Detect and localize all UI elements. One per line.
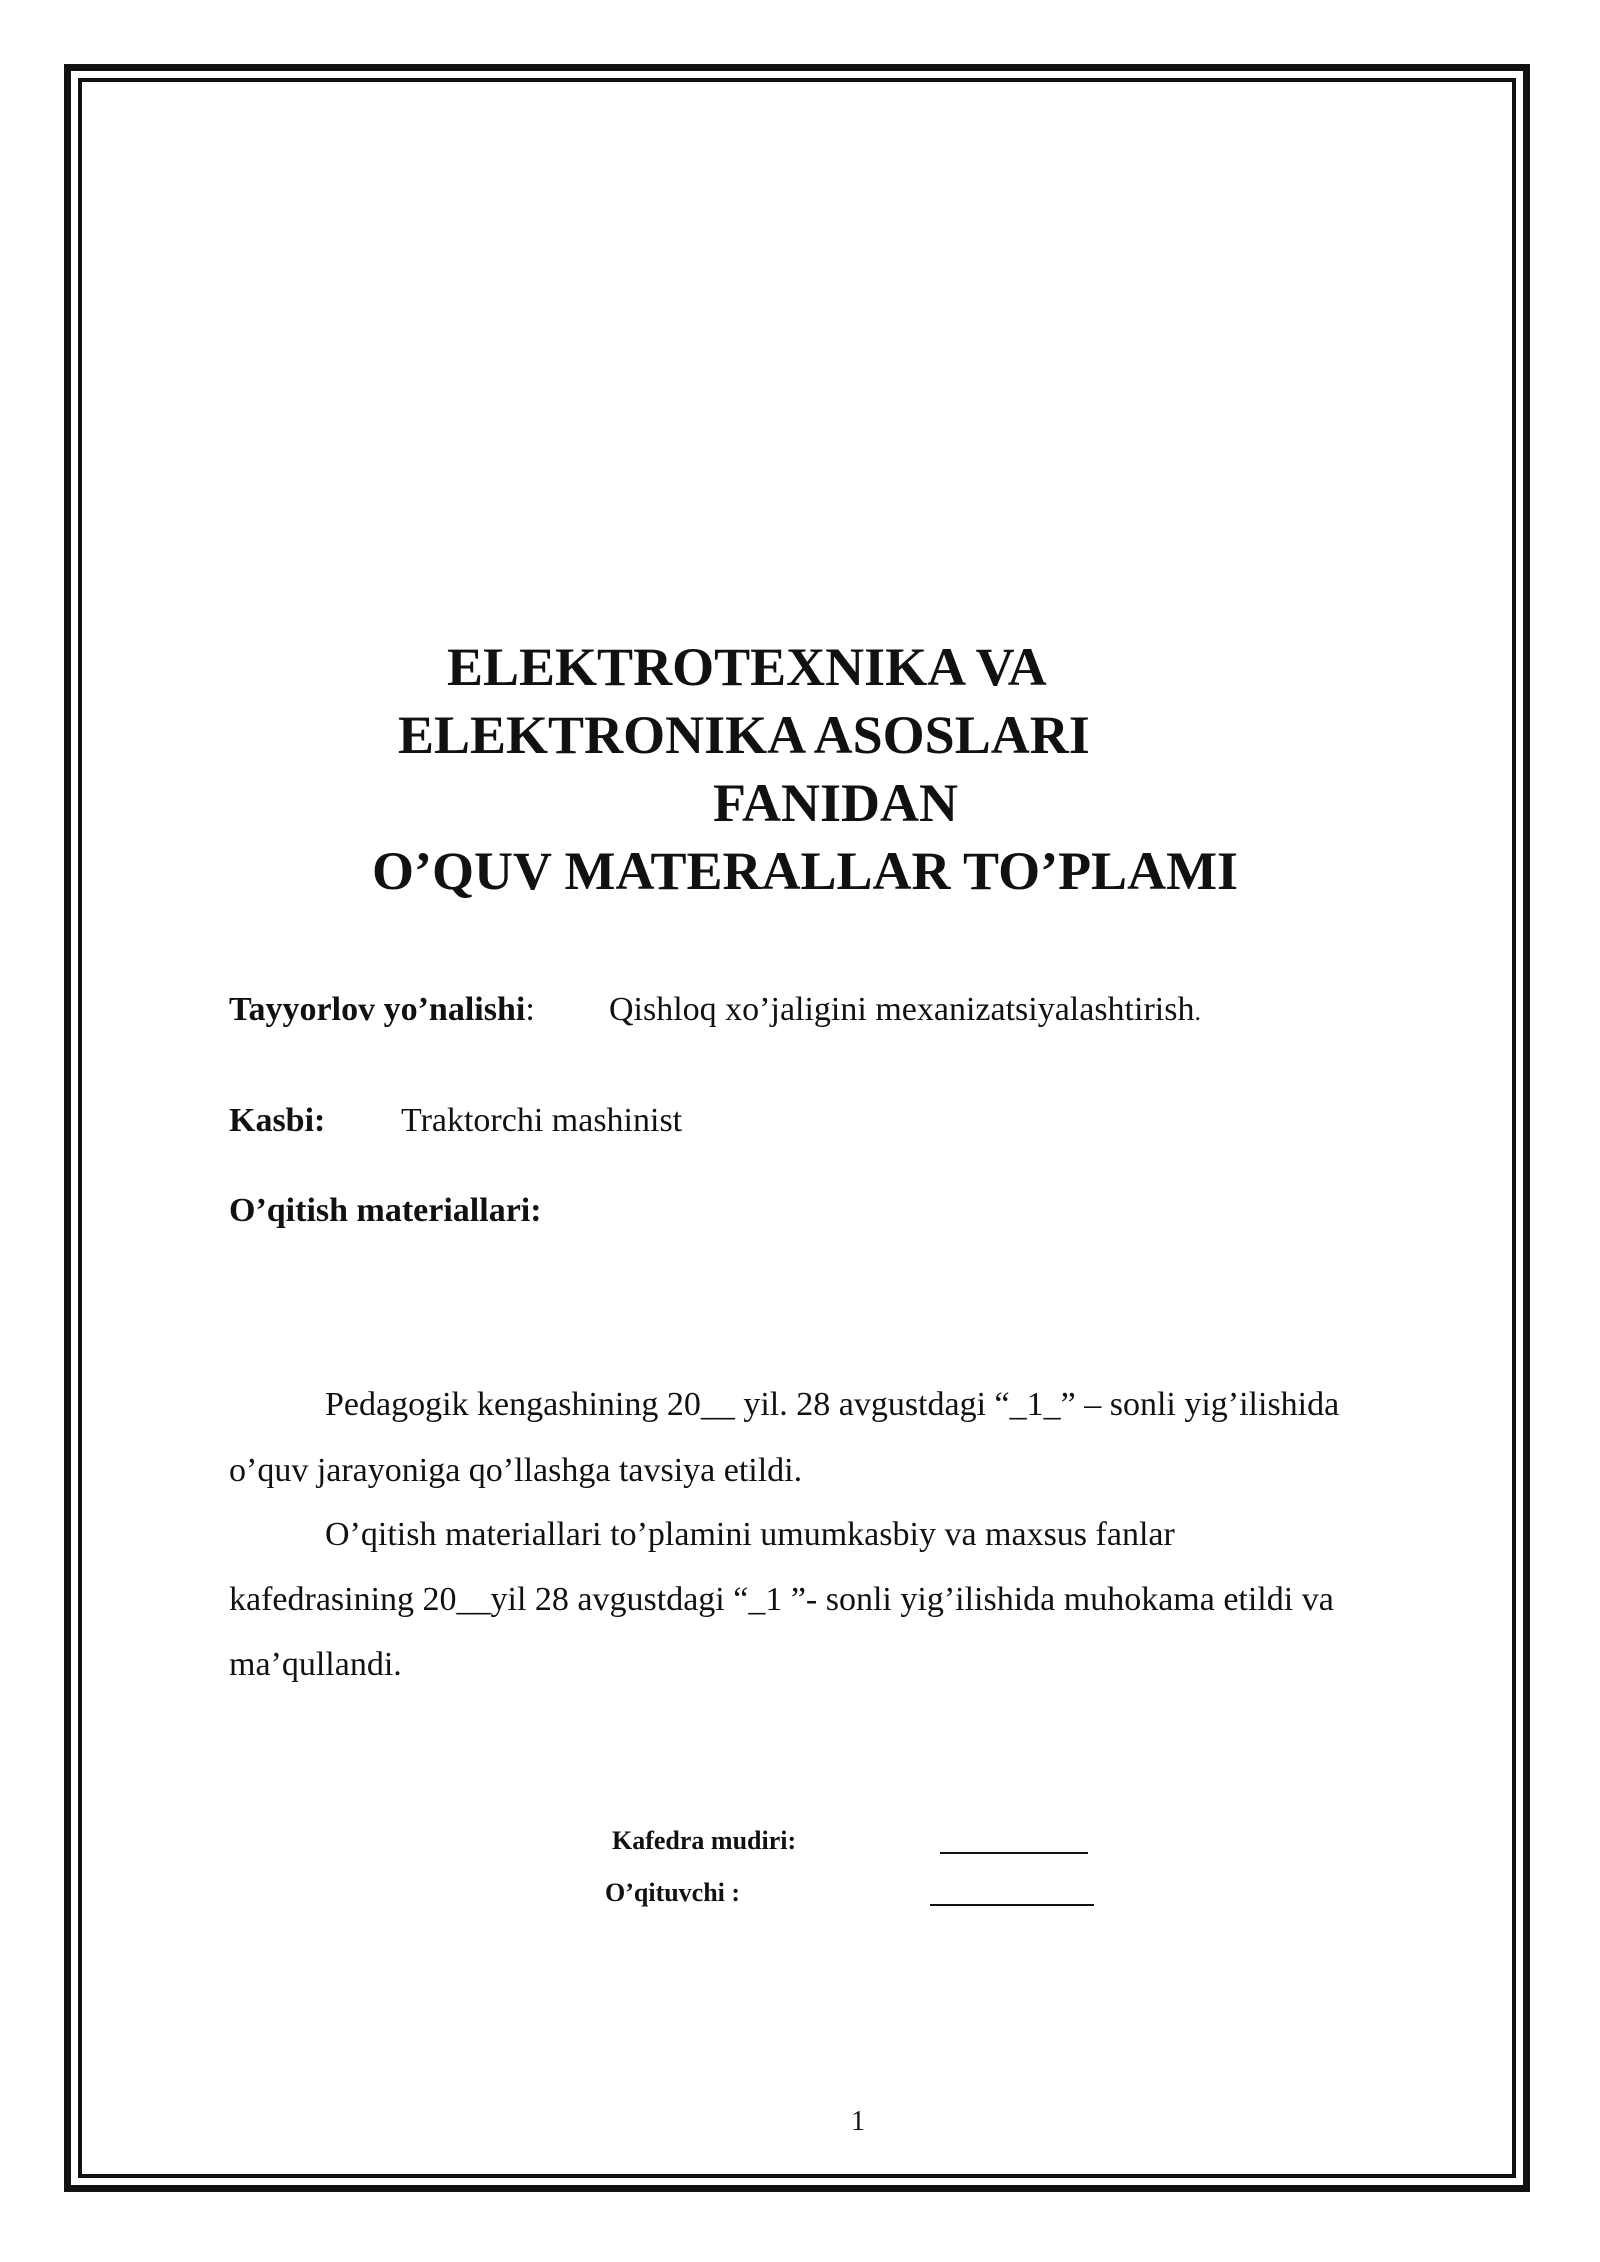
page-number: 1 [851, 2106, 865, 2137]
title-line-3: FANIDAN [713, 773, 958, 833]
title-line-4: O’QUV MATERALLAR TO’PLAMI [372, 841, 1239, 901]
title-line-1: ELEKTROTEXNIKA VA [447, 637, 1047, 697]
direction-field [229, 993, 535, 1027]
profession-label-wrap [229, 1104, 325, 1138]
profession-label: Kasbi: [229, 1102, 326, 1139]
profession-value: Traktorchi mashinist [401, 1102, 683, 1139]
direction-colon: : [525, 991, 535, 1028]
paragraph-1-line-1: Pedagogik kengashining 20__ yil. 28 avgustdagi “_1_” – sonli yig’ilishida [325, 1386, 1340, 1423]
materials-label-wrap [229, 1194, 542, 1228]
teacher-signature-line [930, 1904, 1094, 1906]
paragraph-2-line-2: kafedrasining 20__yil 28 avgustdagi “_1 ”- sonli yig’ilishida muhokama etildi va [229, 1581, 1334, 1618]
head-signature-line [940, 1852, 1088, 1854]
paragraph-1-line-2: o’quv jarayoniga qo’llashga tavsiya etildi. [229, 1452, 803, 1489]
title-line-2: ELEKTRONIKA ASOSLARI [398, 705, 1090, 765]
direction-label: Tayyorlov yo’nalishi [229, 991, 526, 1028]
direction-period: . [1194, 997, 1201, 1026]
direction-value-wrap [609, 993, 1201, 1027]
paragraph-2-line-1: O’qitish materiallari to’plamini umumkasbiy va maxsus fanlar [325, 1516, 1175, 1553]
paragraph-2-line-3: ma’qullandi. [229, 1646, 402, 1683]
materials-label: O’qitish materiallari: [229, 1192, 542, 1229]
direction-value: Qishloq xo’jaligini mexanizatsiyalashtirish [609, 991, 1195, 1028]
teacher-label: O’qituvchi : [605, 1878, 741, 1907]
head-of-department-label: Kafedra mudiri: [612, 1826, 797, 1855]
